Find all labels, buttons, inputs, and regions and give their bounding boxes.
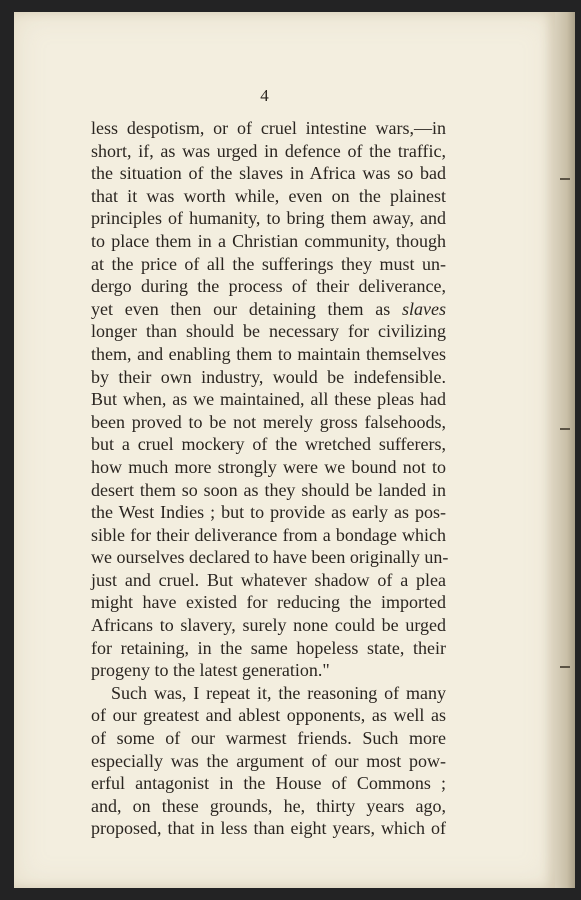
body-text xyxy=(91,117,449,840)
text-line: at the price of all the sufferings they must un- xyxy=(91,253,446,274)
text-line: dergo during the process of their deliverance, xyxy=(91,276,446,297)
text-line: especially was the argument of our most pow- xyxy=(91,750,446,771)
text-line: might have existed for reducing the imported xyxy=(91,592,446,613)
text-line: how much more strongly were we bound not to xyxy=(91,456,446,477)
text-line: desert them so soon as they should be landed in xyxy=(91,479,446,500)
text-line: been proved to be not merely gross falsehoods, xyxy=(91,411,446,432)
next-page-edge xyxy=(555,12,575,888)
text-line: principles of humanity, to bring them away, and xyxy=(91,208,446,229)
text-line: to place them in a Christian community, though xyxy=(91,230,446,251)
text-line: sible for their deliverance from a bondage which xyxy=(91,524,446,545)
text-line: but a cruel mockery of the wretched sufferers, xyxy=(91,434,446,455)
text-line: short, if, as was urged in defence of the traffic, xyxy=(91,140,446,161)
text-line: by their own industry, would be indefensible. xyxy=(91,366,446,387)
text-line: longer than should be necessary for civilizing xyxy=(91,321,446,342)
edge-mark xyxy=(560,178,570,180)
edge-mark xyxy=(560,428,570,430)
text-line: the West Indies ; but to provide as early as pos- xyxy=(91,502,446,523)
text-line: proposed, that in less than eight years, which of xyxy=(91,818,446,839)
text-line: Africans to slavery, surely none could be urged xyxy=(91,615,446,636)
text-line: them, and enabling them to maintain themselves xyxy=(91,343,446,364)
text-line: we ourselves declared to have been originally un- xyxy=(91,547,449,568)
text-line xyxy=(91,298,446,321)
edge-mark xyxy=(560,666,570,668)
text-line: But when, as we maintained, all these pleas had xyxy=(91,389,446,410)
text-line: less despotism, or of cruel intestine wars,—in xyxy=(91,118,446,138)
page-number: 4 xyxy=(260,86,269,105)
text-line: progeny to the latest generation." xyxy=(91,660,330,681)
text-line: that it was worth while, even on the plainest xyxy=(91,185,446,206)
text-line: and, on these grounds, he, thirty years ago, xyxy=(91,795,446,816)
italic-word: slaves xyxy=(402,298,447,319)
text-line-part: yet even then our detaining them as xyxy=(91,298,391,319)
text-line: of our greatest and ablest opponents, as well as xyxy=(91,705,446,726)
text-line: erful antagonist in the House of Commons ; xyxy=(91,773,446,794)
text-line: just and cruel. But whatever shadow of a plea xyxy=(91,569,446,590)
text-line: Such was, I repeat it, the reasoning of many xyxy=(111,682,446,703)
text-line: for retaining, in the same hopeless state, their xyxy=(91,637,446,658)
text-line: of some of our warmest friends. Such more xyxy=(91,728,446,749)
text-line: the situation of the slaves in Africa was so bad xyxy=(91,163,446,184)
